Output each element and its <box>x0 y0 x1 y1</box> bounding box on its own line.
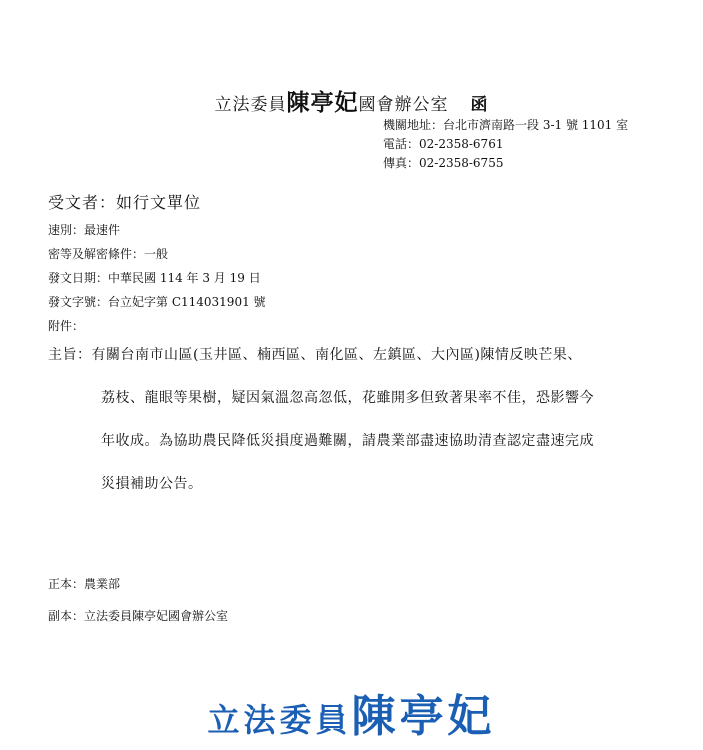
official-stamp <box>0 680 703 744</box>
subject-line: 年收成。為協助農民降低災損度過難關，請農業部盡速協助清查認定盡速完成 <box>101 433 594 449</box>
office-address: 機關地址：台北市濟南路一段 3-1 號 1101 室 <box>383 118 629 132</box>
document-type: 函 <box>470 95 489 115</box>
office-fax: 傳真：02-2358-6755 <box>383 156 504 170</box>
document-meta <box>48 218 266 338</box>
original-recipient: 正本：農業部 <box>48 577 121 591</box>
subject-line: 主旨：有關台南市山區(玉井區、楠西區、南化區、左鎮區、大內區)陳情反映芒果、 <box>48 347 582 363</box>
copy-recipient: 副本：立法委員陳亭妃國會辦公室 <box>48 609 229 623</box>
legislator-name: 陳亭妃 <box>286 89 359 116</box>
page-title <box>0 84 703 117</box>
stamp-prefix: 立法委員 <box>207 701 352 739</box>
recipient: 受文者：如行文單位 <box>48 193 202 212</box>
title-prefix: 立法委員 <box>214 95 287 115</box>
issue-number: 發文字號：台立妃字第 C114031901 號 <box>48 295 266 309</box>
subject-line: 災損補助公告。 <box>101 476 203 492</box>
contact-block <box>383 116 628 173</box>
office-phone: 電話：02-2358-6761 <box>383 137 504 151</box>
subject-line: 荔枝、龍眼等果樹，疑因氣溫忽高忽低，花雖開多但致著果率不佳，恐影響今 <box>101 390 594 406</box>
speed-class: 速別：最速件 <box>48 223 121 237</box>
security-level: 密等及解密條件：一般 <box>48 247 169 261</box>
stamp-name: 陳亭妃 <box>351 691 496 742</box>
attachments: 附件： <box>48 319 85 333</box>
title-suffix: 國會辦公室 <box>358 95 449 115</box>
subject-paragraph <box>48 340 594 512</box>
issue-date: 發文日期：中華民國 114 年 3 月 19 日 <box>48 271 261 285</box>
distribution-list <box>48 574 228 638</box>
